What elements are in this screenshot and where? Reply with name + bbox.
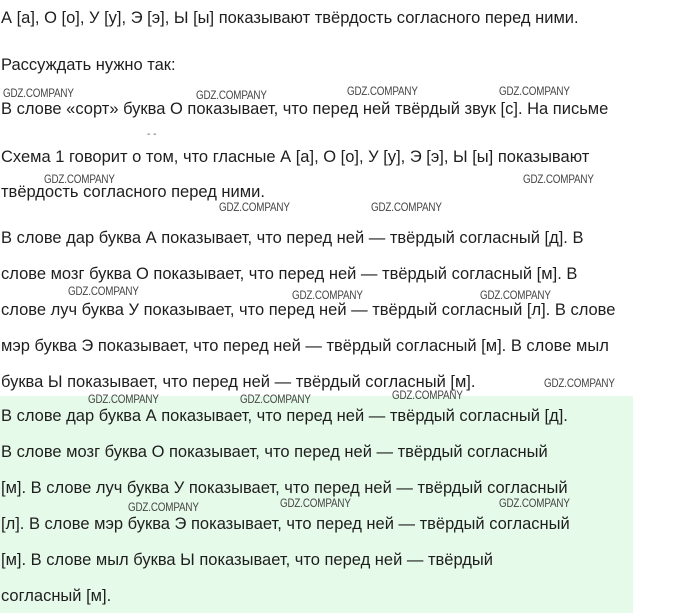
watermark-text: GDZ.COMPANY bbox=[292, 288, 363, 302]
scheme-line-1: Схема 1 говорит о том, что гласные А [а], О [о], У [у], Э [э], Ы [ы] показывают bbox=[1, 148, 590, 166]
paragraph-1-line: В слове дар буква А показывает, что перед ней — твёрдый согласный [д]. В bbox=[1, 229, 584, 247]
paragraph-2-line: [л]. В слове мэр буква Э показывает, что перед ней — твёрдый согласный bbox=[1, 515, 570, 533]
rule-text: А [а], О [о], У [у], Э [э], Ы [ы] показывают твёрдость согласного перед ними. bbox=[1, 9, 579, 27]
watermark-text: GDZ.COMPANY bbox=[523, 172, 594, 186]
watermark-text: GDZ.COMPANY bbox=[544, 376, 615, 390]
paragraph-2-line: [м]. В слове луч буква У показывает, что перед ней — твёрдый согласный bbox=[1, 479, 568, 497]
paragraph-2-line: В слове мозг буква О показывает, что перед ней — твёрдый согласный bbox=[1, 443, 548, 461]
sort-explanation: В слове «сорт» буква О показывает, что перед ней твёрдый звук [с]. На письме bbox=[1, 100, 609, 118]
watermark-text: GDZ.COMPANY bbox=[219, 200, 290, 214]
scheme-line-2: твёрдость согласного перед ними. bbox=[1, 183, 265, 201]
watermark-text: GDZ.COMPANY bbox=[371, 200, 442, 214]
paragraph-2-line: [м]. В слове мыл буква Ы показывает, что перед ней — твёрдый bbox=[1, 551, 493, 569]
stray-dashes: - - bbox=[147, 129, 157, 140]
watermark-text: GDZ.COMPANY bbox=[128, 500, 199, 514]
watermark-text: GDZ.COMPANY bbox=[88, 392, 159, 406]
paragraph-2-line: согласный [м]. bbox=[1, 587, 112, 605]
watermark-text: GDZ.COMPANY bbox=[280, 496, 351, 510]
watermark-text: GDZ.COMPANY bbox=[499, 84, 570, 98]
paragraph-1-line: буква Ы показывает, что перед ней — твёрдый согласный [м]. bbox=[1, 373, 476, 391]
watermark-text: GDZ.COMPANY bbox=[3, 86, 74, 100]
watermark-text: GDZ.COMPANY bbox=[499, 496, 570, 510]
paragraph-2-line: В слове дар буква А показывает, что перед ней — твёрдый согласный [д]. bbox=[1, 407, 568, 425]
reason-label: Рассуждать нужно так: bbox=[1, 56, 176, 74]
watermark-text: GDZ.COMPANY bbox=[196, 88, 267, 102]
watermark-text: GDZ.COMPANY bbox=[68, 284, 139, 298]
paragraph-1-line: слове луч буква У показывает, что перед ней — твёрдый согласный [л]. В слове bbox=[1, 301, 616, 319]
watermark-text: GDZ.COMPANY bbox=[44, 172, 115, 186]
watermark-text: GDZ.COMPANY bbox=[347, 84, 418, 98]
watermark-text: GDZ.COMPANY bbox=[480, 288, 551, 302]
watermark-text: GDZ.COMPANY bbox=[392, 388, 463, 402]
paragraph-1-line: слове мозг буква О показывает, что перед ней — твёрдый согласный [м]. В bbox=[1, 265, 578, 283]
paragraph-1-line: мэр буква Э показывает, что перед ней — твёрдый согласный [м]. В слове мыл bbox=[1, 337, 609, 355]
watermark-text: GDZ.COMPANY bbox=[240, 392, 311, 406]
